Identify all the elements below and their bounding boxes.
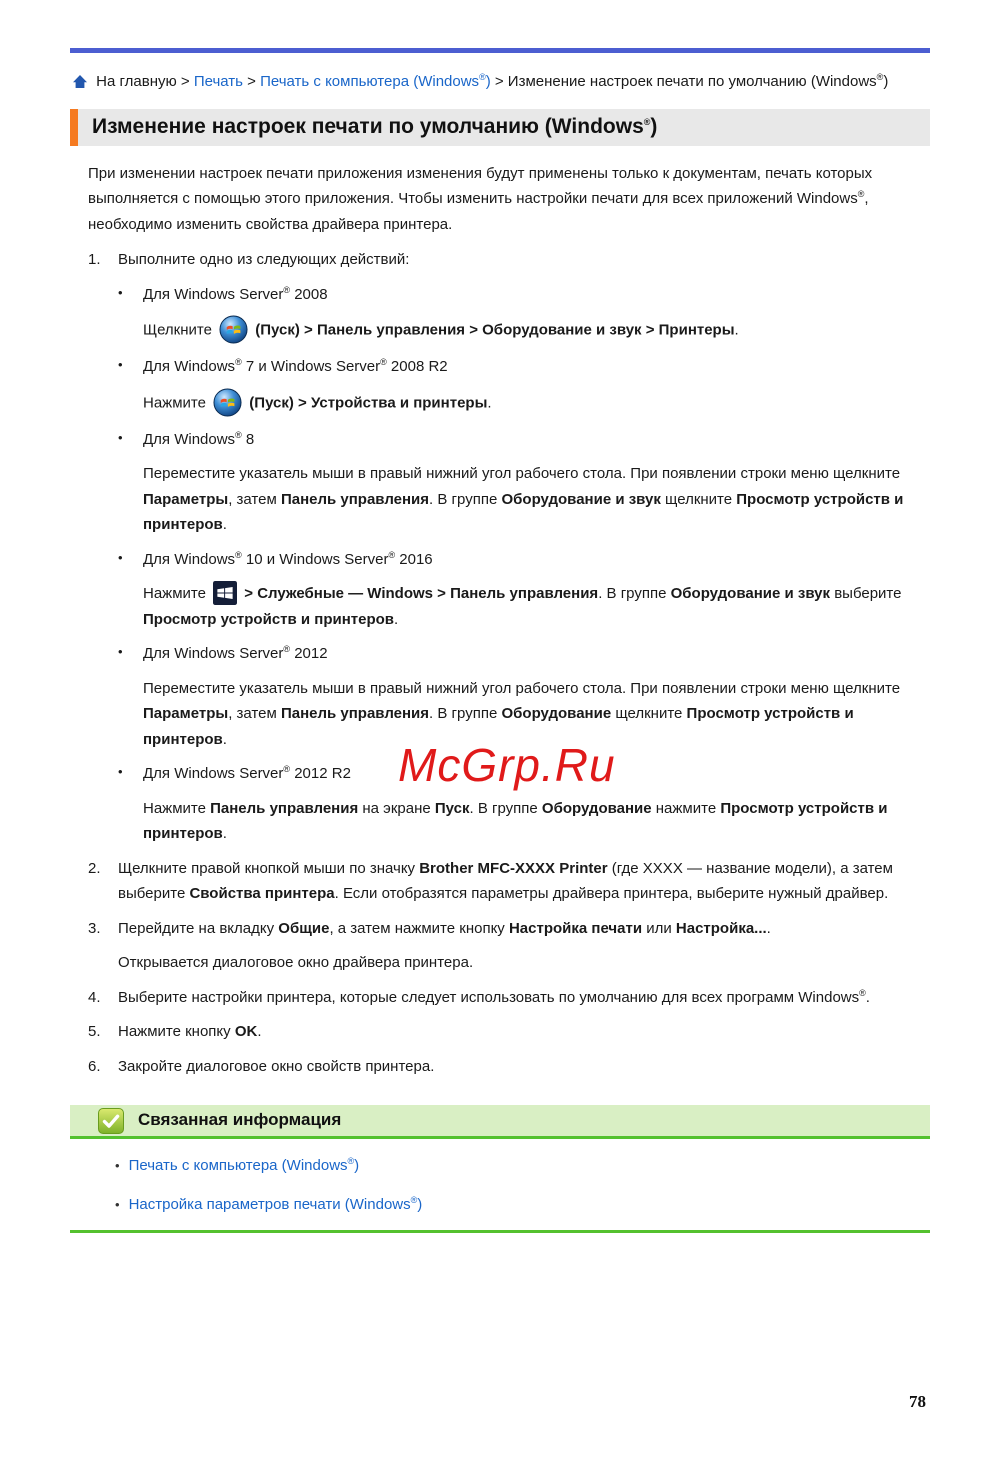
- bullet-title: [143, 282, 930, 308]
- text-run: Оборудование и звук: [501, 490, 661, 508]
- step-text: [118, 1019, 930, 1045]
- text-run: .: [222, 825, 227, 842]
- bullet-body: [143, 547, 930, 633]
- text-run: Перейдите на вкладку: [118, 919, 279, 937]
- text-run: > Служебные — Windows > Панель управления: [244, 585, 599, 602]
- text-run: >: [242, 73, 261, 90]
- bullet-item: [118, 547, 930, 633]
- related-link[interactable]: Печать с компьютера (Windows: [128, 1157, 348, 1174]
- related-link[interactable]: ®: [410, 1194, 418, 1205]
- step-text: [118, 247, 930, 273]
- text-run: 2008: [290, 285, 328, 303]
- watermark: McGrp.Ru: [398, 739, 616, 791]
- step-text: [118, 1054, 930, 1080]
- bullet-title: [143, 427, 930, 453]
- text-run: ®: [283, 644, 291, 654]
- text-run: Настройка...: [675, 919, 767, 937]
- step-item: [88, 1019, 930, 1045]
- text-run: . Если отобразятся параметры драйвера принтера, выберите нужный драйвер.: [334, 885, 889, 902]
- text-run: Настройка печати: [508, 919, 643, 937]
- bullet-item: [118, 354, 930, 418]
- text-run: ®: [380, 357, 387, 367]
- text-run: . В группе: [469, 799, 542, 817]
- related-link-item: [115, 1153, 930, 1179]
- text-run: Панель управления: [280, 705, 430, 722]
- text-run: Просмотр устройств и принтеров: [143, 799, 888, 842]
- bullet-paragraph: [143, 581, 930, 632]
- step-text: [118, 856, 930, 907]
- text-run: Нажмите: [143, 393, 211, 411]
- text-run: .: [865, 988, 870, 1006]
- text-run: ®: [876, 72, 884, 82]
- text-run: На главную >: [92, 73, 194, 90]
- text-run: Пуск: [434, 799, 470, 817]
- text-run: Для Windows Server: [143, 645, 284, 662]
- text-run: Открывается диалоговое окно драйвера принтера.: [118, 954, 474, 971]
- text-run: Изменение настроек печати по умолчанию (Windows: [92, 115, 644, 139]
- breadcrumb-link[interactable]: ): [485, 73, 491, 90]
- steps-list: [88, 247, 930, 1079]
- text-run: Щелкните: [143, 321, 217, 339]
- document-page: [0, 48, 1000, 1411]
- win7-start-orb-icon: [213, 388, 242, 417]
- content-area: [88, 161, 930, 1080]
- text-run: Для Windows: [143, 358, 236, 375]
- text-run: Для Windows: [143, 430, 236, 448]
- text-run: . В группе: [429, 490, 502, 508]
- bullet-marker: •: [118, 429, 123, 445]
- text-run: Параметры: [143, 490, 229, 508]
- text-run: Для Windows Server: [143, 285, 284, 303]
- text-run: , необходимо изменить свойства драйвера принтера.: [88, 190, 869, 233]
- bullet-body: [143, 282, 930, 346]
- bullet-title: [143, 641, 930, 667]
- top-divider: [70, 48, 930, 53]
- bullet-paragraph: [143, 461, 930, 538]
- bullet-marker: •: [118, 549, 123, 565]
- text-run: Для Windows: [143, 550, 236, 568]
- bullet-marker: •: [115, 1158, 120, 1173]
- step-number: 1.: [88, 251, 101, 268]
- bullet-body: [143, 354, 930, 418]
- bullet-marker: •: [118, 764, 123, 779]
- text-run: (Пуск) > Устройства и принтеры: [249, 393, 488, 411]
- step-item: [88, 856, 930, 907]
- text-run: ®: [235, 429, 242, 440]
- text-run: При изменении настроек печати приложения изменения будут применены только к документам, печать которых выполняется с помощью этого приложения. Чтобы изменить настройки печати для всех приложений Windows: [88, 164, 873, 207]
- text-run: Нажмите: [143, 799, 211, 817]
- step-item: [88, 916, 930, 976]
- text-run: ®: [857, 189, 865, 199]
- bullet-title: [143, 547, 930, 573]
- step-body: [118, 985, 930, 1011]
- text-run: 2012: [290, 645, 328, 662]
- text-run: ®: [859, 987, 866, 998]
- text-run: Оборудование и звук: [670, 585, 831, 602]
- text-run: 10 и Windows Server: [241, 550, 389, 568]
- text-run: .: [487, 393, 492, 411]
- text-run: 7 и Windows Server: [241, 358, 381, 375]
- related-link[interactable]: Настройка параметров печати (Windows: [128, 1195, 411, 1213]
- text-run: щелкните: [660, 490, 737, 508]
- related-link-item: [115, 1192, 930, 1218]
- intro-paragraph: [88, 161, 930, 238]
- step-item: [88, 985, 930, 1011]
- text-run: Для Windows Server: [143, 765, 284, 782]
- text-run: Выберите настройки принтера, которые следует использовать по умолчанию для всех программ Windows: [118, 988, 860, 1006]
- bullet-marker: •: [118, 644, 123, 659]
- step-number: 5.: [88, 1023, 101, 1040]
- breadcrumb: [70, 69, 930, 95]
- text-run: Нажмите: [143, 585, 211, 602]
- related-info-header: [70, 1105, 930, 1139]
- text-run: Свойства принтера: [189, 885, 335, 902]
- page-title: [70, 109, 930, 145]
- bullet-body: [143, 427, 930, 538]
- text-run: нажмите: [651, 799, 721, 817]
- text-run: , а затем нажмите кнопку: [329, 919, 509, 937]
- bottom-divider: [70, 1230, 930, 1233]
- text-run: щелкните: [611, 705, 687, 722]
- text-run: .: [222, 516, 227, 533]
- text-run: > Изменение настроек печати по умолчанию (Windows: [490, 73, 877, 90]
- text-run: Общие: [278, 919, 330, 937]
- text-run: (где XXXX — название модели), а затем выберите: [118, 859, 893, 902]
- step-text: [118, 916, 930, 942]
- breadcrumb-link[interactable]: Печать: [193, 73, 243, 90]
- step-body: [118, 916, 930, 976]
- text-run: ®: [235, 357, 242, 367]
- text-run: 2016: [395, 550, 433, 568]
- text-run: или: [642, 919, 676, 937]
- text-run: Закройте диалоговое окно свойств принтера.: [118, 1057, 435, 1075]
- win7-start-orb-icon: [219, 315, 248, 344]
- bullet-item: [118, 282, 930, 346]
- checkmark-icon: [98, 1108, 124, 1134]
- bullet-paragraph: [143, 389, 930, 418]
- related-link[interactable]: ): [354, 1157, 360, 1174]
- text-run: Переместите указатель мыши в правый нижний угол рабочего стола. При появлении строки меню щелкните: [143, 465, 901, 482]
- text-run: . В группе: [598, 585, 671, 602]
- text-run: 2012 R2: [290, 765, 351, 782]
- text-run: 2008 R2: [386, 358, 448, 375]
- text-run: Панель управления: [210, 799, 359, 817]
- step-subparagraph: [118, 950, 930, 976]
- text-run: Оборудование: [541, 799, 652, 817]
- text-run: ®: [283, 764, 291, 774]
- text-run: Параметры: [143, 705, 229, 722]
- bullet-item: [118, 427, 930, 538]
- step-number: 3.: [88, 919, 101, 937]
- text-run: Просмотр устройств и принтеров: [143, 610, 395, 628]
- text-run: Нажмите кнопку: [118, 1023, 235, 1040]
- text-run: (Пуск) > Панель управления > Оборудование и звук > Принтеры: [255, 321, 735, 339]
- related-info-section: [70, 1105, 930, 1233]
- windows10-logo-icon: [213, 581, 237, 605]
- text-run: ®: [283, 284, 291, 295]
- bullet-paragraph: [143, 316, 930, 345]
- text-run: Просмотр устройств и принтеров: [143, 705, 854, 748]
- text-run: Выполните одно из следующих действий:: [118, 251, 410, 268]
- step-body: [118, 1019, 930, 1045]
- text-run: 8: [241, 430, 255, 448]
- text-run: OK: [234, 1023, 258, 1040]
- text-run: Панель управления: [280, 490, 430, 508]
- breadcrumb-link[interactable]: ®: [479, 72, 486, 82]
- step-item: [88, 1054, 930, 1080]
- text-run: ): [650, 115, 658, 139]
- text-run: . В группе: [429, 705, 502, 722]
- home-icon: [73, 75, 89, 88]
- bullet-title: [143, 354, 930, 380]
- related-links-list: [115, 1153, 930, 1217]
- text-run: ): [883, 73, 889, 90]
- related-link[interactable]: ): [417, 1195, 423, 1213]
- related-link[interactable]: ®: [347, 1156, 355, 1166]
- text-run: на экране: [358, 799, 435, 817]
- related-info-title: Связанная информация: [138, 1110, 342, 1130]
- text-run: .: [257, 1023, 262, 1040]
- text-run: Оборудование: [501, 705, 612, 722]
- step-number: 2.: [88, 859, 101, 877]
- breadcrumb-link[interactable]: Печать с компьютера (Windows: [260, 73, 480, 90]
- page-number: 78: [909, 1392, 926, 1411]
- text-run: Brother MFC-XXXX Printer: [419, 859, 608, 877]
- text-run: .: [222, 730, 227, 748]
- text-run: ®: [388, 549, 396, 560]
- step-body: [118, 856, 930, 907]
- text-run: .: [766, 919, 771, 937]
- text-run: .: [734, 321, 739, 339]
- step-text: [118, 985, 930, 1011]
- text-run: Щелкните правой кнопкой мыши по значку: [118, 859, 420, 877]
- bullet-marker: •: [115, 1196, 120, 1212]
- text-run: , затем: [228, 490, 281, 508]
- text-run: , затем: [228, 705, 281, 722]
- step-number: 6.: [88, 1057, 101, 1075]
- step-body: [118, 1054, 930, 1080]
- bullet-marker: •: [118, 357, 123, 372]
- step-number: 4.: [88, 988, 101, 1006]
- text-run: Переместите указатель мыши в правый нижний угол рабочего стола. При появлении строки меню щелкните: [143, 679, 901, 697]
- text-run: ®: [643, 117, 651, 128]
- text-run: ®: [235, 549, 242, 560]
- bullet-marker: •: [118, 284, 123, 300]
- text-run: Просмотр устройств и принтеров: [143, 490, 904, 533]
- text-run: .: [394, 610, 399, 628]
- text-run: выберите: [830, 585, 902, 602]
